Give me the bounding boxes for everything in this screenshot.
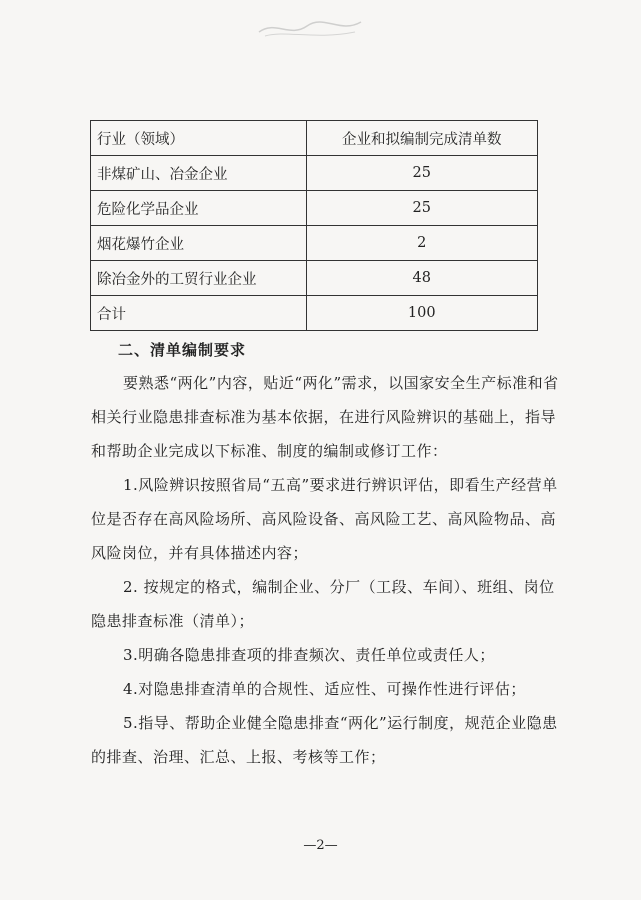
total-label-cell: 合计 <box>91 296 307 331</box>
table-row-total <box>91 296 538 331</box>
requirement-item-3: 3.明确各隐患排查项的排查频次、责任单位或责任人； <box>123 646 495 664</box>
count-cell: 25 <box>306 191 537 226</box>
table-row <box>91 261 538 296</box>
section-heading: 二、清单编制要求 <box>118 341 247 359</box>
letterhead-seal-mark <box>255 14 365 42</box>
table-row <box>91 226 538 261</box>
count-cell: 2 <box>306 226 537 261</box>
industry-cell: 除冶金外的工贸行业企业 <box>91 261 307 296</box>
column-header-count: 企业和拟编制完成清单数 <box>306 121 537 156</box>
table-header-row <box>91 121 538 156</box>
industry-cell: 危险化学品企业 <box>91 191 307 226</box>
requirement-item-4: 4.对隐患排查清单的合规性、适应性、可操作性进行评估； <box>123 680 526 698</box>
column-header-industry: 行业（领域） <box>91 121 307 156</box>
intro-paragraph: 要熟悉“两化”内容，贴近“两化”需求，以国家安全生产标准和省相关行业隐患排查标准为基本依据，在进行风险辨识的基础上，指导和帮助企业完成以下标准、制度的编制或修订工作： <box>91 374 559 460</box>
count-cell: 48 <box>306 261 537 296</box>
industry-cell: 非煤矿山、冶金企业 <box>91 156 307 191</box>
requirement-item-2: 2. 按规定的格式，编制企业、分厂（工段、车间）、班组、岗位隐患排查标准（清单）； <box>91 578 555 630</box>
table-row <box>91 156 538 191</box>
industry-cell: 烟花爆竹企业 <box>91 226 307 261</box>
count-cell: 25 <box>306 156 537 191</box>
total-count-cell: 100 <box>306 296 537 331</box>
requirement-item-1: 1.风险辨识按照省局“五高”要求进行辨识评估，即看生产经营单位是否存在高风险场所、高风险设备、高风险工艺、高风险物品、高风险岗位，并有具体描述内容； <box>91 476 558 562</box>
industry-checklist-table <box>90 120 538 331</box>
page-number: —2— <box>303 838 338 853</box>
table-row <box>91 191 538 226</box>
requirement-item-5: 5.指导、帮助企业健全隐患排查“两化”运行制度，规范企业隐患的排查、治理、汇总、上报、考核等工作； <box>91 714 558 766</box>
